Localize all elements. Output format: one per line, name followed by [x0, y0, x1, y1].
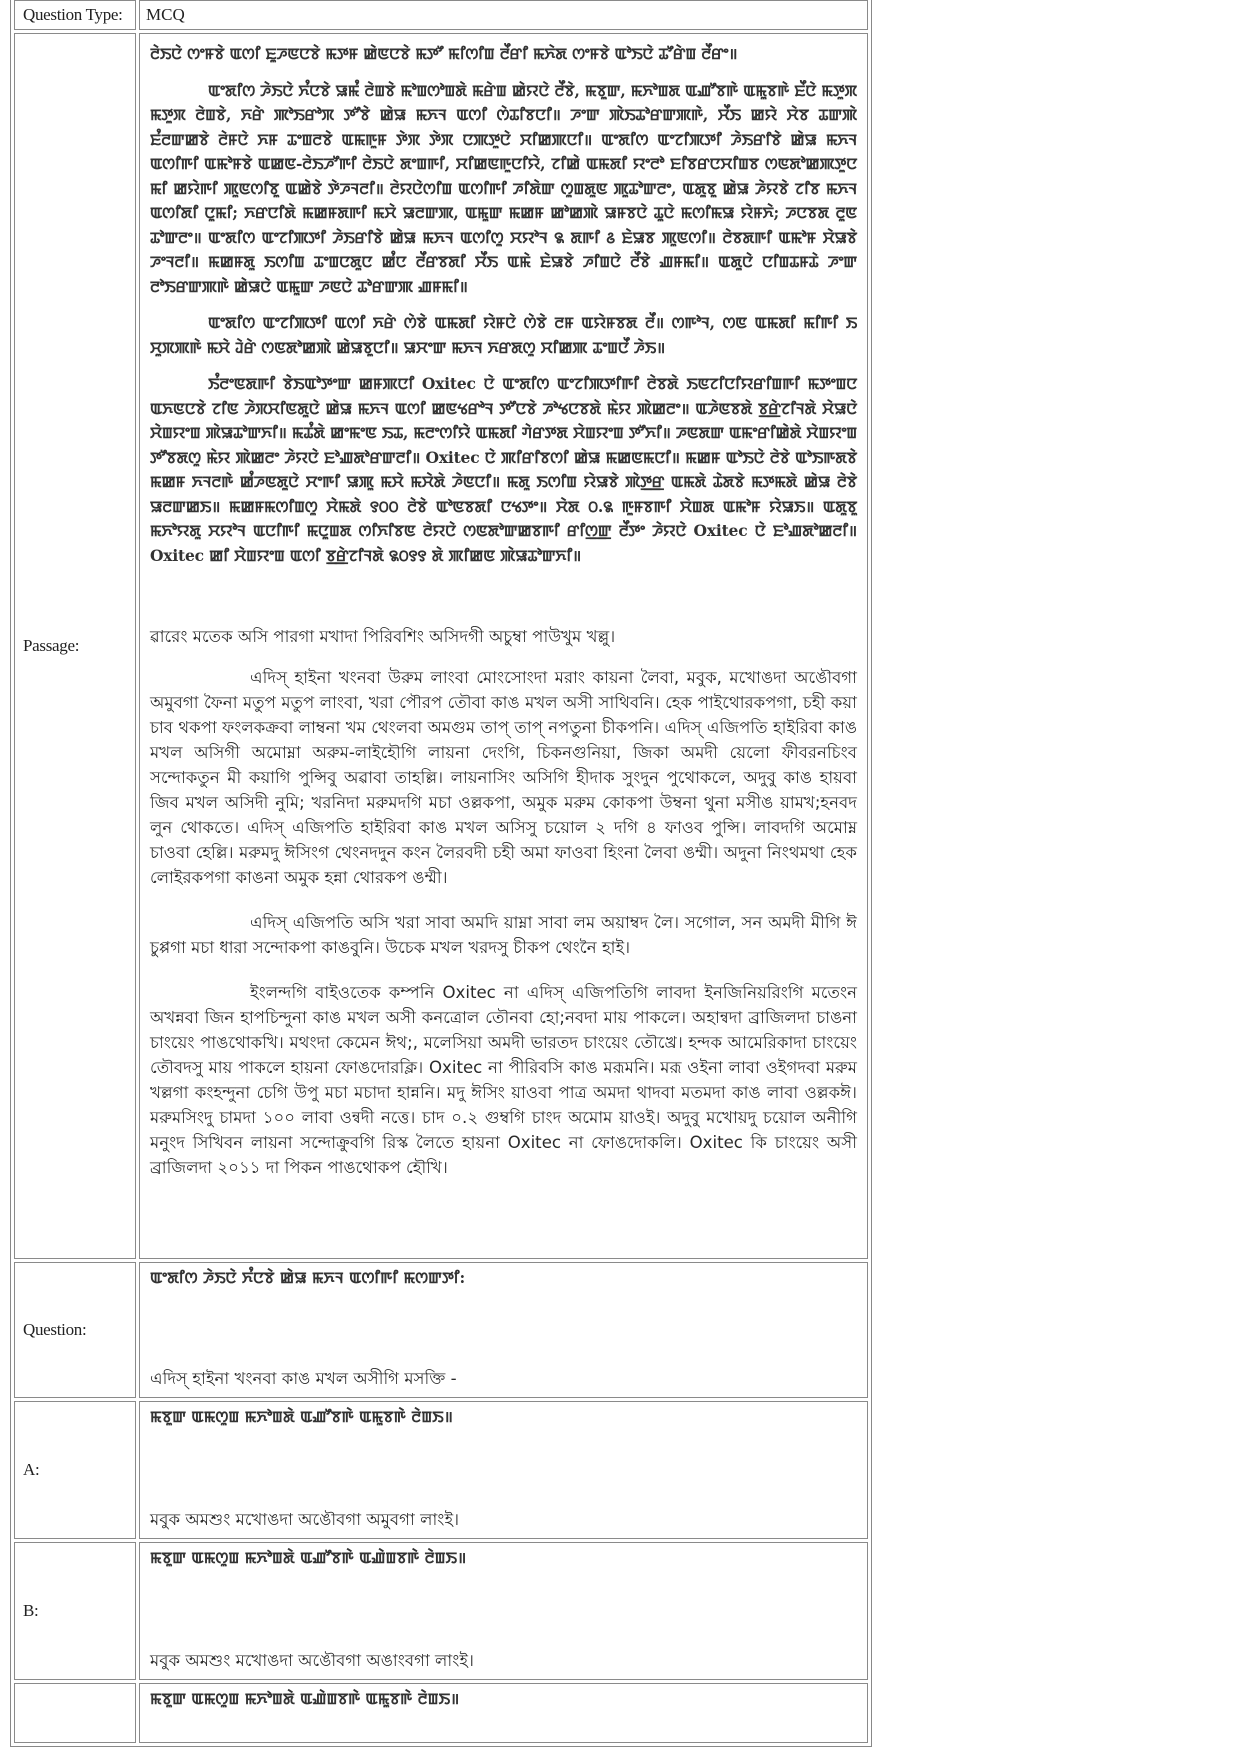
passage-bengali-title: ৱারেং মতেক অসি পারগা মখাদা পিরিবশিং অসিদগী অচুম্বা পাউখুম খল্লু। — [150, 627, 616, 646]
question-type-label: Question Type: — [14, 0, 136, 30]
option-a-mayek-text: ꯃꯕꯨꯛ ꯑꯃꯁꯨꯡ ꯃꯈꯣꯡꯗꯥ ꯑꯉꯧꯕꯒꯥ ꯑꯃꯨꯕꯒꯥ ꯂꯥꯡꯏ॥ — [150, 1407, 453, 1426]
row-option-a — [14, 1401, 868, 1539]
option-c-label — [14, 1683, 136, 1743]
option-a-label: A: — [14, 1401, 136, 1539]
question-type-value: MCQ — [139, 0, 868, 30]
row-passage — [14, 33, 868, 1259]
question-mayek-text: ꯑꯦꯗꯤꯁ ꯍꯥꯏꯅꯥ ꯈꯪꯅꯕꯥ ꯀꯥꯎ ꯃꯈꯜ ꯑꯁꯤꯒꯤ ꯃꯁꯛꯇꯤ: — [150, 1268, 466, 1287]
row-question — [14, 1262, 868, 1398]
option-c-cell — [139, 1683, 868, 1743]
row-option-c — [14, 1683, 868, 1743]
option-b-bengali-text: মবুক অমশুং মখোঙদা অঙৌবগা অঙাংবগা লাংই। — [150, 1651, 474, 1670]
question-label: Question: — [14, 1262, 136, 1398]
question-table — [10, 0, 872, 1747]
option-c-mayek-text: ꯃꯕꯨꯛ ꯑꯃꯁꯨꯡ ꯃꯈꯣꯡꯗꯥ ꯑꯉꯥꯡꯕꯒꯥ ꯑꯃꯨꯕꯒꯥ ꯂꯥꯡꯏ॥ — [150, 1689, 460, 1708]
question-sheet — [10, 0, 872, 1747]
question-cell — [139, 1262, 868, 1398]
passage-mayek-paragraph-3: ꯏꯪꯂꯦꯟꯗꯒꯤ ꯕꯥꯏꯑꯣꯇꯦꯛ ꯀꯝꯄꯅꯤ Oxitec ꯅꯥ ꯑꯦꯗꯤꯁ ꯑꯦꯖꯤꯄꯇꯤꯒꯤ ꯂꯥꯕꯗꯥ ꯏꯟꯖꯤꯅꯤꯌꯔꯤꯡꯒꯤ ꯃꯇꯦꯡꯅ ꯑꯈꯟꯅꯕꯥ ꯖꯤꯟ ꯍꯥꯞꯆꯤꯟꯗꯨꯅꯥ ꯀꯥꯎ ꯃꯈꯜ ꯑꯁꯤ ꯀꯟꯠꯔꯣꯜ ꯇꯧꯅꯕꯥ ꯍꯣꯠꯅꯕꯗꯥ ꯃꯥꯌ ꯄꯥꯀꯂꯦ॥ ꯑꯍꯥꯟꯕꯗꯥ ꯕ꯭ꯔꯥꯖꯤꯜꯗꯥ ꯆꯥꯎꯅꯥ ꯆꯥꯡꯌꯦꯡ ꯄꯥꯎꯊꯣꯛꯈꯤ॥ ꯃꯊꯪꯗꯥ ꯀꯦꯃꯦꯟ ꯏꯊ, ꯃꯂꯦꯁꯤꯌꯥ ꯑꯃꯗꯤ ꯚꯥꯔꯇꯗ ꯆꯥꯡꯌꯦꯡ ꯇꯧꯈꯤ॥ ꯍꯟꯗꯛ ꯑꯃꯦꯔꯤꯀꯥꯗꯥ ꯆꯥꯡꯌꯦꯡ ꯇꯧꯕꯗꯁꯨ ꯃꯥꯌ ꯄꯥꯀꯂꯦ ꯍꯥꯌꯅꯥ ꯐꯣꯉꯗꯣꯔꯛꯂꯤ॥ Oxitec ꯅꯥ ꯄꯤꯔꯤꯕꯁꯤ ꯀꯥꯎ ꯃꯀꯟꯃꯅꯤ॥ ꯃꯀꯝ ꯑꯣꯏꯅꯥ ꯂꯥꯕꯥ ꯑꯣꯏꯒꯗꯕꯥ ꯃꯀꯝ ꯈꯜꯂꯒꯥ ꯀꯪꯍꯟꯗꯨꯅꯥ ꯆꯦꯒꯤ ꯎꯄꯨ ꯃꯆꯥ ꯃꯆꯥꯗꯥ ꯍꯥꯟꯅꯤ॥ ꯃꯗꯨ ꯏꯁꯤꯡ ꯌꯥꯎꯕꯥ ꯄꯥꯇ꯭ꯔ ꯑꯃꯗꯥ ꯊꯥꯗꯕꯥ ꯃꯇꯃꯗꯥ ꯀꯥꯎ ꯂꯥꯕꯥ ꯎꯂꯛꯀꯏ॥ ꯃꯀꯝꯃꯁꯤꯡꯁꯨ ꯆꯥꯃꯗꯥ ꯱꯰꯰ ꯂꯥꯕꯥ ꯑꯣꯟꯕꯗꯤ ꯅꯠꯇꯦ॥ ꯆꯥꯗ ꯰.꯲ ꯒꯨꯝꯕꯒꯤ ꯆꯥꯡꯗ ꯑꯃꯣꯝ ꯌꯥꯎꯏ॥ ꯑꯗꯨꯕꯨ ꯃꯈꯣꯌꯗꯨ ꯆꯌꯣꯜ ꯑꯅꯤꯒꯤ ꯃꯅꯨꯡꯗ ꯁꯤꯈꯤꯕꯟ ꯂꯥꯌꯅꯥ ꯁꯟꯗꯣꯛꯀꯕꯒꯤ ꯔꯤꯁ꯭ꯛ ꯂꯩꯇꯦ ꯍꯥꯌꯅꯥ Oxitec ꯅꯥ ꯐꯣꯉꯗꯣꯀꯂꯤ॥ Oxitec ꯀꯤ ꯆꯥꯡꯌꯦꯡ ꯑꯁꯤ ꯕ꯭ꯔꯥꯖꯤꯜꯗꯥ ꯲꯰꯱꯱ ꯗꯥ ꯄꯤꯀꯟ ꯄꯥꯎꯊꯣꯛꯈꯤ॥ — [150, 374, 857, 565]
passage-bengali-paragraph-1: এদিস্ হাইনা খংনবা উরুম লাংবা মোংসোংদা মরাং কায়না লৈবা, মবুক, মখোঙদা অঙৌবগা অমুবগা ফৈনা মতুপ মতুপ লাংবা, খরা পৌরপ তৌবা কাঙ মখল অসী সাথিবনি। হেক পাইথোরকপগা, চহী কয়া চাব থকপা ফংলকক্রবা লাম্বনা খম থেংলবা অমগুম তাপ্ তাপ্ নপতুনা চীকপনি। এদিস্ এজিপতি হাইরিবা কাঙ মখল অসিগী অমোম্না অরুম-লাইহৌগি লায়না দেংগি, চিকনগুনিয়া, জিকা অমদী য়েলো ফীবরনচিংব সন্দোকতুন মী কয়াগি পুন্সিবু অৱাবা তাহল্লি। লায়নাসিং অসিগি হীদাক সুংদুন পুথোকলে, অদুবু কাঙ হায়বা জিব মখল অসিদী নুমি; খরনিদা মরুমদগি মচা ওল্লকপা, অমুক মরুম কোকপা উম্বনা থুনা মসীঙ য়ামখ;হনবদ লুন থোকতে। এদিস্ এজিপতি হাইরিবা কাঙ মখল অসিসু চয়োল ২ দগি ৪ ফাওব পুন্সি। লাবদগি অমোম্ন চাওবা হেল্লি। মরুমদু ঈসিংগ থেংনদদুন কংন লৈরবদী চহী অমা ফাওবা হিংনা লৈবা ঙম্মী। অদুনা নিংথমথা হেক লোইরকপগা কাঙনা অমুক হন্না থোরকপ ঙম্মী। — [150, 668, 857, 887]
passage-label: Passage: — [14, 33, 136, 1259]
passage-mayek-paragraph-2: ꯑꯦꯗꯤꯁ ꯑꯦꯖꯤꯄꯇꯤ ꯑꯁꯤ ꯈꯔꯥ ꯁꯥꯕꯥ ꯑꯃꯗꯤ ꯌꯥꯝꯅꯥ ꯁꯥꯕꯥ ꯂꯝ ꯑꯌꯥꯝꯕꯗ ꯂꯩ॥ ꯁꯒꯣꯜ, ꯁꯟ ꯑꯃꯗꯤ ꯃꯤꯒꯤ ꯏ ꯆꯨꯞꯄꯒꯥ ꯃꯆꯥ ꯙꯥꯔꯥ ꯁꯟꯗꯣꯀꯄꯥ ꯀꯥꯎꯕꯨꯅꯤ॥ ꯎꯆꯦꯛ ꯃꯈꯜ ꯈꯔꯗꯁꯨ ꯆꯤꯀꯄ ꯊꯦꯡꯅꯩ ꯍꯥꯏ॥ — [150, 313, 857, 357]
option-a-bengali-text: মবুক অমশুং মখোঙদা অঙৌবগা অমুবগা লাংই। — [150, 1510, 460, 1529]
option-b-cell — [139, 1542, 868, 1680]
passage-bengali-paragraph-2: এদিস্ এজিপতি অসি খরা সাবা অমদি য়াম্না সাবা লম অয়াম্বদ লৈ। সগোল, সন অমদী মীগি ঈ চুপ্পগা মচা ধারা সন্দোকপা কাঙবুনি। উচেক মখল খরদসু চীকপ থেংনৈ হাই। — [150, 913, 857, 957]
question-bengali-text: এদিস্ হাইনা খংনবা কাঙ মখল অসীগি মসক্তি - — [150, 1369, 457, 1388]
option-b-label: B: — [14, 1542, 136, 1680]
passage-mayek-title: ꯂꯥꯏꯅꯥ ꯁꯦꯝꯕꯥ ꯑꯁꯤ ꯐꯨꯍꯟꯅꯕꯥ ꯃꯇꯝ ꯀꯥꯟꯅꯕꯥ ꯃꯇꯧ ꯃꯤꯁꯤꯡ ꯂꯩꯔꯤ ꯃꯈꯥꯗ ꯁꯦꯝꯕꯥ ꯑꯣꯏꯅꯥ ꯊꯧꯔꯥꯡ ꯂꯩꯔꯦ॥ — [150, 44, 738, 63]
passage-cell — [139, 33, 868, 1259]
row-question-type — [14, 0, 868, 30]
passage-mayek-paragraph-1: ꯑꯦꯗꯤꯁ ꯍꯥꯏꯅꯥ ꯈꯪꯅꯕꯥ ꯎꯃꯪ ꯂꯥꯡꯕꯥ ꯃꯣꯡꯁꯣꯡꯗꯥ ꯃꯔꯥꯡ ꯀꯥꯌꯅꯥ ꯂꯩꯕꯥ, ꯃꯕꯨꯛ, ꯃꯈꯣꯡꯗ ꯑꯉꯧꯕꯒꯥ ꯑꯃꯨꯕꯒꯥ ꯐꯩꯅꯥ ꯃꯇꯨꯞ ꯃꯇꯨꯞ ꯂꯥꯡꯕꯥ, ꯈꯔꯥ ꯄꯣꯏꯔꯣꯞ ꯇꯧꯕꯥ ꯀꯥꯎ ꯃꯈꯜ ꯑꯁꯤ ꯁꯥꯊꯤꯕꯅꯤ॥ ꯍꯦꯛ ꯄꯥꯏꯊꯣꯔꯛꯄꯒꯥ, ꯆꯩꯏ ꯀꯌꯥ ꯆꯥꯕ ꯊꯛꯄꯥ ꯐꯪꯂꯛꯀꯕꯥ ꯂꯥꯝꯅꯥ ꯈꯝ ꯊꯦꯡꯂꯕꯥ ꯑꯃꯒꯨꯝ ꯇꯥꯞ ꯇꯥꯞ ꯅꯄꯇꯨꯅꯥ ꯆꯤꯀꯄꯅꯤ॥ ꯑꯦꯗꯤꯁ ꯑꯦꯖꯤꯄꯇꯤ ꯍꯥꯏꯔꯤꯕꯥ ꯀꯥꯎ ꯃꯈꯜ ꯑꯁꯤꯒꯤ ꯑꯃꯣꯝꯕꯥ ꯑꯀꯟ-ꯂꯥꯏꯍꯧꯒꯤ ꯂꯥꯏꯅꯥ ꯗꯦꯡꯒꯤ, ꯆꯤꯀꯟꯒꯨꯅꯤꯌꯥ, ꯖꯤꯀꯥ ꯑꯃꯗꯤ ꯌꯦꯂꯣ ꯐꯤꯕꯔꯅꯆꯤꯡꯕ ꯁꯟꯗꯣꯀꯄꯇꯨꯅ ꯃꯤ ꯀꯌꯥꯒꯤ ꯄꯨꯟꯁꯤꯕꯨ ꯑꯀꯥꯕꯥ ꯇꯥꯍꯜꯂꯤ॥ ꯂꯥꯌꯅꯥꯁꯤꯡ ꯑꯁꯤꯒꯤ ꯍꯤꯗꯥꯛ ꯁꯨꯡꯗꯨꯟ ꯄꯨꯊꯣꯛꯂꯦ, ꯑꯗꯨꯕꯨ ꯀꯥꯎ ꯍꯥꯌꯕꯥ ꯖꯤꯕ ꯃꯈꯜ ꯑꯁꯤꯗꯤ ꯅꯨꯃꯤ; ꯈꯔꯅꯤꯗꯥ ꯃꯀꯝꯗꯒꯤ ꯃꯆꯥ ꯎꯂꯛꯄ, ꯑꯃꯨꯛ ꯃꯀꯝ ꯀꯣꯀꯄꯥ ꯎꯝꯕꯅꯥ ꯊꯨꯅꯥ ꯃꯁꯤꯃꯎ ꯌꯥꯝꯈꯥ; ꯍꯅꯕꯗ ꯂꯨꯟ ꯊꯣꯛꯂꯦ॥ ꯑꯦꯗꯤꯁ ꯑꯦꯖꯤꯄꯇꯤ ꯍꯥꯏꯔꯤꯕꯥ ꯀꯥꯎ ꯃꯈꯜ ꯑꯁꯤꯁꯨ ꯆꯌꯣꯜ ꯲ ꯗꯒꯤ ꯴ ꯐꯥꯎꯕ ꯄꯨꯟꯁꯤ॥ ꯂꯥꯕꯗꯒꯤ ꯑꯃꯣꯝ ꯆꯥꯎꯕꯥ ꯍꯦꯜꯂꯤ॥ ꯃꯀꯝꯗꯨ ꯏꯁꯤꯡ ꯊꯦꯡꯅꯗꯨꯅ ꯀꯪꯅ ꯂꯩꯔꯕꯗꯤ ꯆꯩꯏ ꯑꯃꯥ ꯐꯥꯎꯕꯥ ꯍꯤꯡꯅꯥ ꯂꯩꯕꯥ ꯉꯝꯃꯤ॥ ꯑꯗꯨꯅꯥ ꯅꯤꯡꯊꯝꯊꯥ ꯍꯦꯛ ꯂꯣꯏꯔꯛꯄꯒꯥ ꯀꯥꯎꯅꯥ ꯑꯃꯨꯛ ꯍꯟꯅꯥ ꯊꯣꯔꯛꯄ ꯉꯝꯃꯤ॥ — [150, 80, 857, 296]
row-option-b — [14, 1542, 868, 1680]
option-b-mayek-text: ꯃꯕꯨꯛ ꯑꯃꯁꯨꯡ ꯃꯈꯣꯡꯗꯥ ꯑꯉꯧꯕꯒꯥ ꯑꯉꯥꯡꯕꯒꯥ ꯂꯥꯡꯏ॥ — [150, 1548, 467, 1567]
passage-bengali-paragraph-3: ইংলন্দগি বাইওতেক কম্পনি Oxitec না এদিস্ এজিপতিগি লাবদা ইনজিনিয়রিংগি মতেংন অখন্নবা জিন হাপচিন্দুনা কাঙ মখল অসী কনত্রোল তৌনবা হো;নবদা মায় পাকলে। অহান্বদা ব্রাজিলদা চাঙনা চাংয়েং পাঙথোকখি। মথংদা কেমেন ঈথ;, মলেসিয়া অমদী ভারতদ চাংয়েং তৌখ্রে। হন্দক আমেরিকাদা চাংয়েং তৌবদসু মায় পাকলে হায়না ফোঙদোরক্লি। Oxitec না পীরিবসি কাঙ মরূমনি। মরূ ওইনা লাবা ওইগদবা মরুম খল্লগা কংহন্দুনা চেগি উপু মচা মচাদা হান্ননি। মদু ঈসিং য়াওবা পাত্র অমদা থাদবা মতমদা কাঙ লাবা ওল্লকঈ। মরুমসিংদু চামদা ১০০ লাবা ওন্বদী নত্তে। চাদ ০.২ গুম্বগি চাংদ অমোম য়াওই। অদুবু মখোয়দু চয়োল অনীগি মনুংদ সিখিবন লায়না সন্দোক্রুবগি রিস্ক লৈতে হায়না Oxitec না ফোঙদোকলি। Oxitec কি চাংয়েং অসী ব্রাজিলদা ২০১১ দা পিকন পাঙথোকপ হৌখি। — [150, 983, 857, 1177]
option-a-cell — [139, 1401, 868, 1539]
